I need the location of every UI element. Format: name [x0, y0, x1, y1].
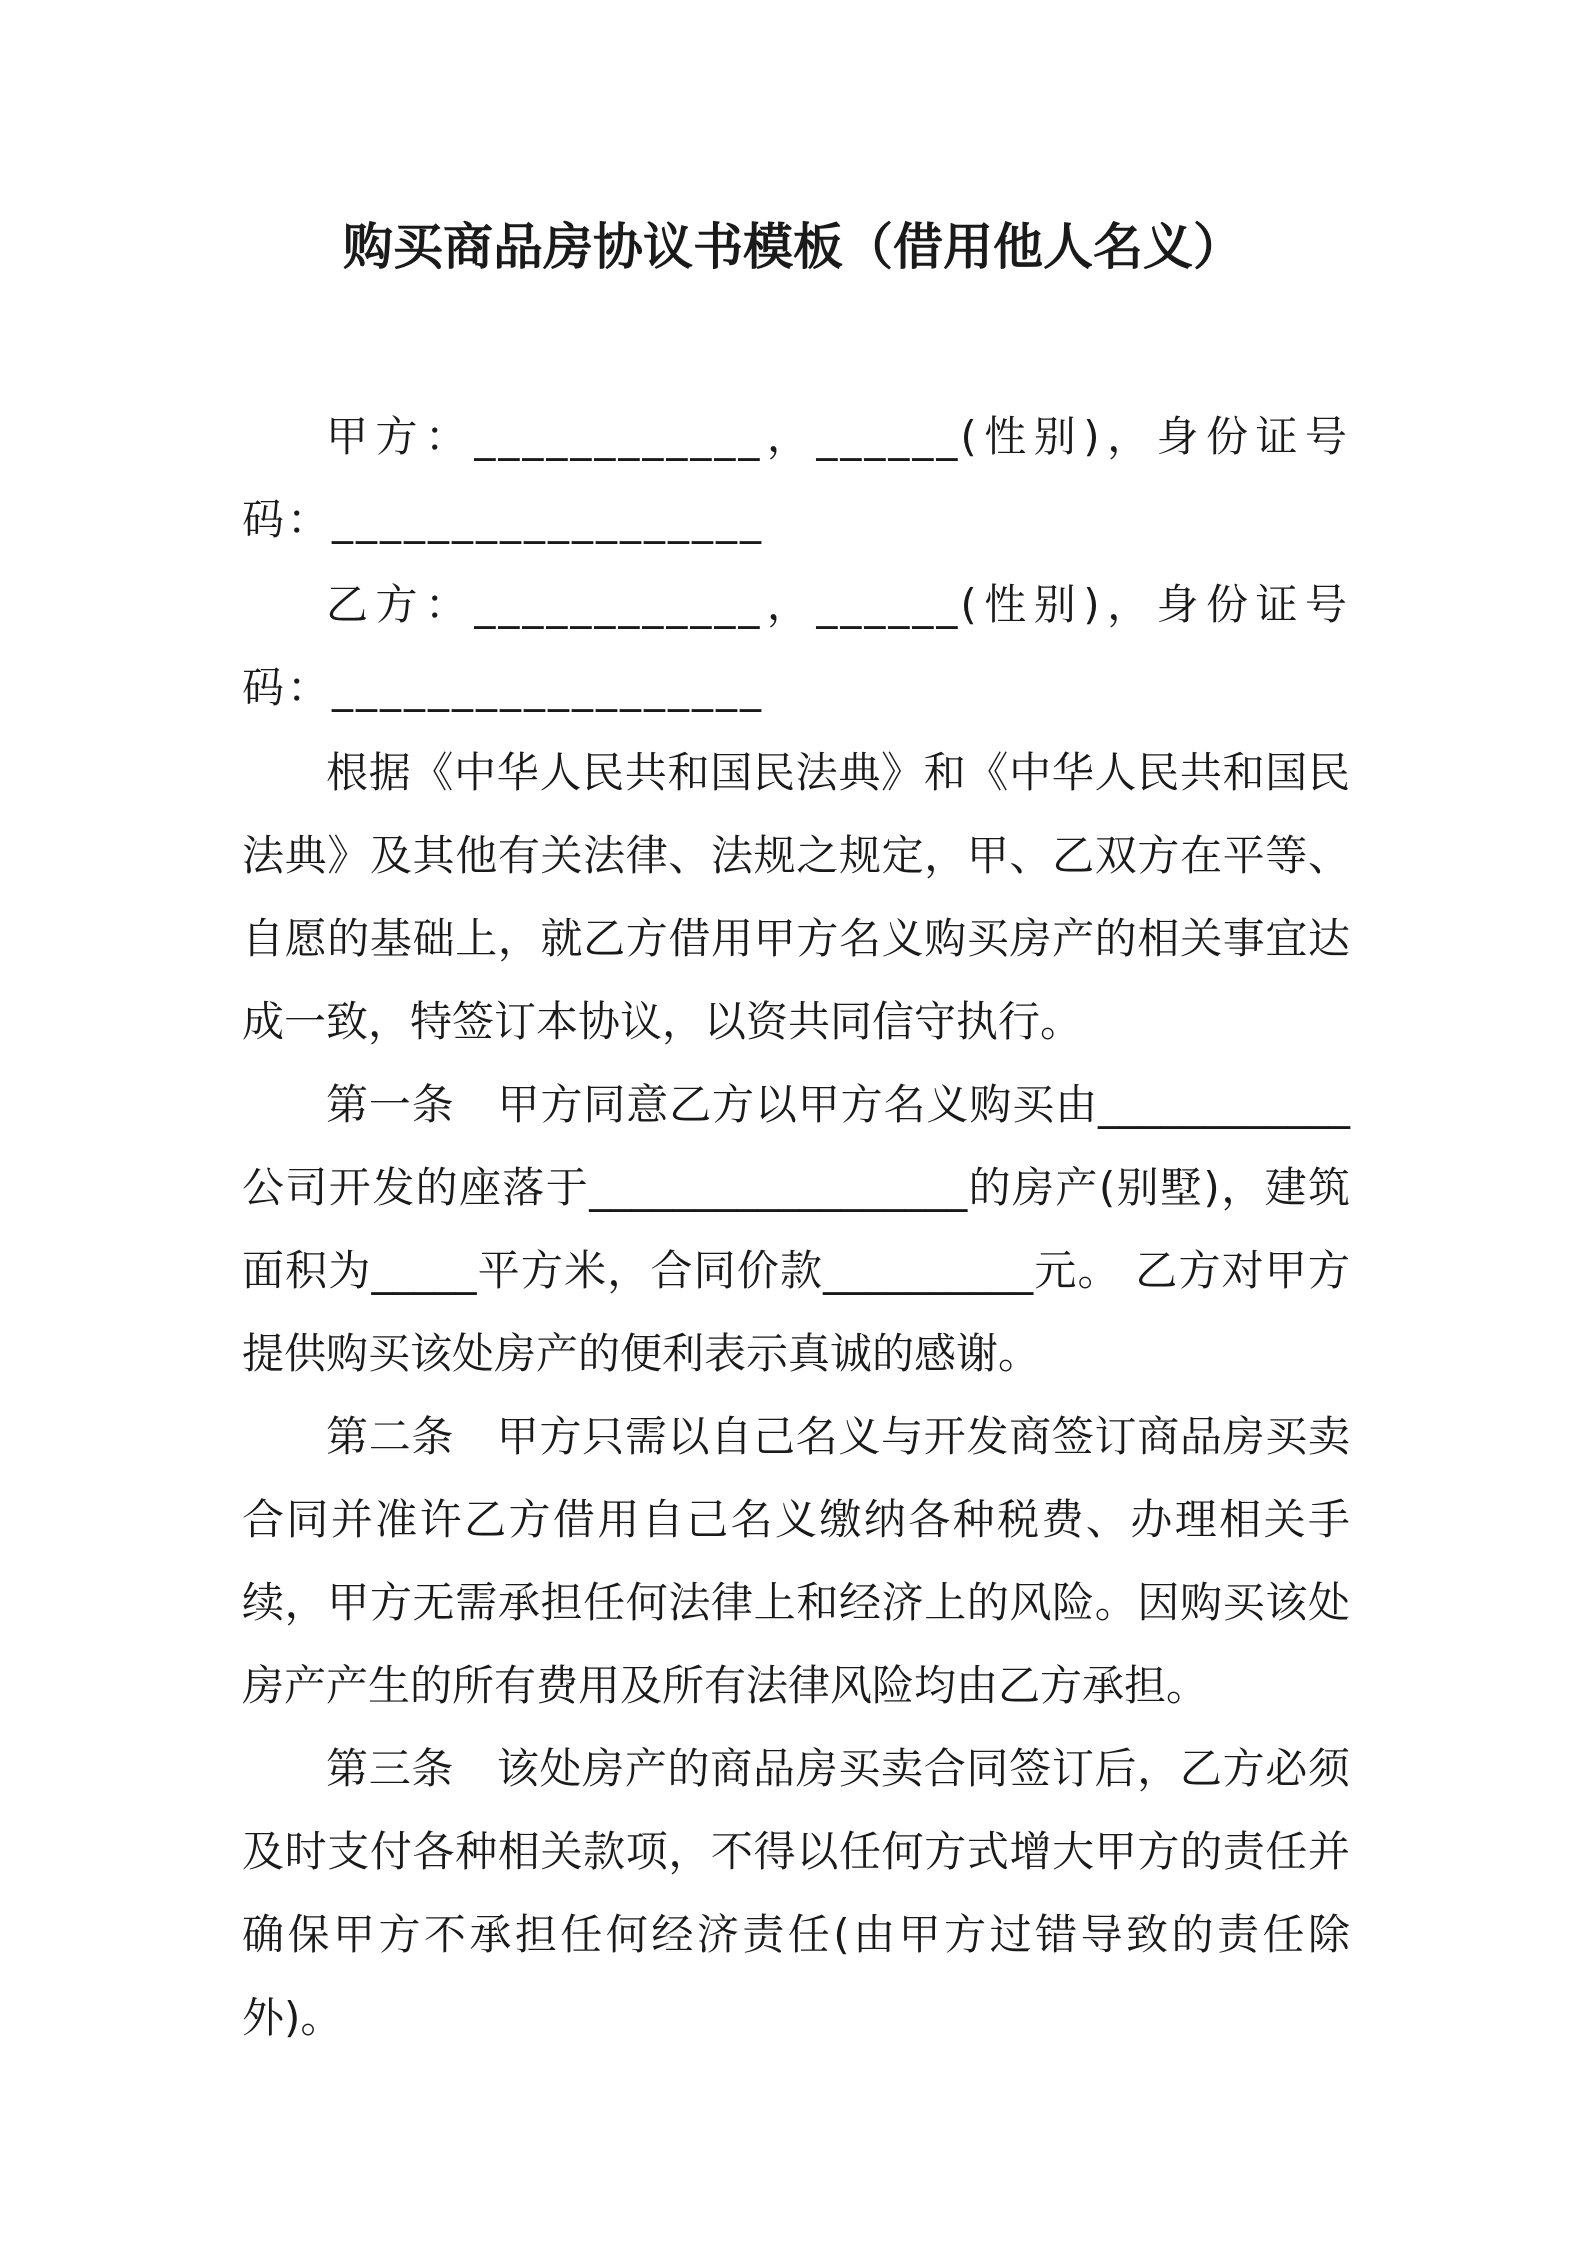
article-2-paragraph: 第二条 甲方只需以自己名义与开发商签订商品房买卖合同并准许乙方借用自己名义缴纳各种税费、办理相关手续，甲方无需承担任何法律上和经济上的风险。因购买该处房产产生的所有费用及所有法律风险均由乙方承担。 [242, 1412, 1350, 1710]
document-body [242, 395, 1350, 2059]
party-a-line: 甲方：____________，______(性别)，身份证号码：__________________ [242, 412, 1350, 544]
preamble-paragraph: 根据《中华人民共和国民法典》和《中华人民共和国民法典》及其他有关法律、法规之规定，甲、乙双方在平等、自愿的基础上，就乙方借用甲方名义购买房产的相关事宜达成一致，特签订本协议，以资共同信守执行。 [242, 748, 1350, 1046]
article-1-paragraph: 第一条 甲方同意乙方以甲方名义购买由____________公司开发的座落于__________________的房产(别墅)，建筑面积为_____平方米，合同价款__________元。 乙方对甲方提供购买该处房产的便利表示真诚的感谢。 [242, 1080, 1350, 1378]
article-3-paragraph: 第三条 该处房产的商品房买卖合同签订后，乙方必须及时支付各种相关款项，不得以任何方式增大甲方的责任并确保甲方不承担任何经济责任(由甲方过错导致的责任除外)。 [242, 1744, 1350, 2042]
document-title: 购买商品房协议书模板（借用他人名义） [343, 218, 1243, 276]
party-b-line: 乙方：____________，______(性别)，身份证号码：__________________ [242, 580, 1350, 712]
